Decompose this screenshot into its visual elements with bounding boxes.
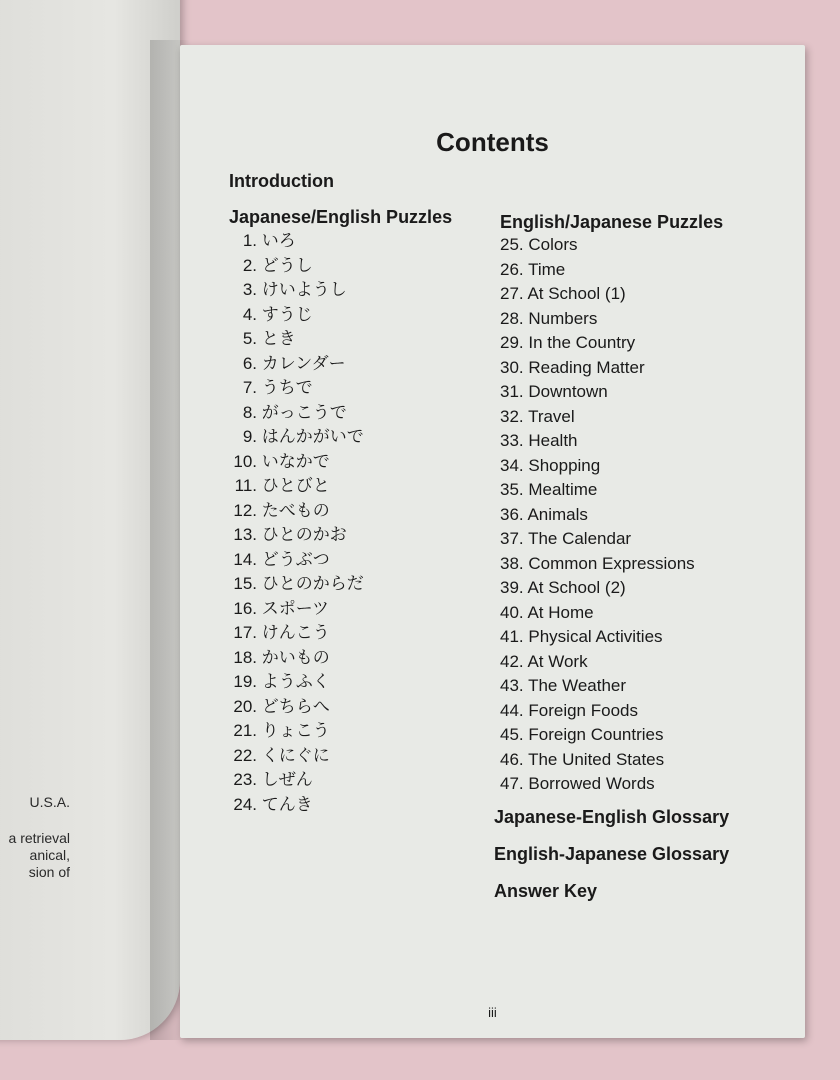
entry-title: Borrowed Words xyxy=(528,774,655,793)
toc-entry xyxy=(220,572,364,597)
entry-title: りょこう xyxy=(261,721,330,740)
entry-title: Mealtime xyxy=(528,480,598,499)
toc-entry xyxy=(500,625,695,650)
entry-title: ひとのからだ xyxy=(261,574,364,593)
left-page-text-fragment: U.S.A. xyxy=(29,794,70,810)
toc-entry xyxy=(500,601,695,626)
toc-entry xyxy=(220,376,364,401)
toc-entry xyxy=(500,405,695,430)
entry-number: 32. xyxy=(500,406,524,426)
entry-number: 17. xyxy=(233,623,257,642)
entry-number: 30. xyxy=(500,357,524,377)
entry-title: どうぶつ xyxy=(261,549,330,569)
entry-number: 24. xyxy=(233,794,257,814)
toc-entry xyxy=(500,748,695,773)
entry-number: 20. xyxy=(233,696,257,716)
entry-number: 31. xyxy=(500,382,524,401)
toc-entry xyxy=(500,674,695,699)
toc-entry xyxy=(500,552,695,577)
entry-number: 12. xyxy=(233,500,257,520)
toc-entry xyxy=(220,278,364,303)
entry-number: 2. xyxy=(242,255,257,275)
toc-entry xyxy=(220,744,364,769)
entry-number: 43. xyxy=(500,676,524,695)
toc-entry xyxy=(220,303,364,328)
toc-entry xyxy=(500,233,695,258)
entry-title: The United States xyxy=(528,749,665,769)
entry-number: 26. xyxy=(500,259,524,279)
entry-title: がっこうで xyxy=(261,402,347,422)
toc-entry xyxy=(220,621,364,646)
entry-title: Colors xyxy=(528,235,578,254)
entry-number: 36. xyxy=(500,504,524,524)
entry-title: たべもの xyxy=(261,500,330,520)
entry-number: 18. xyxy=(233,647,257,667)
toc-entry xyxy=(500,723,695,748)
entry-number: 14. xyxy=(233,549,257,569)
left-page-text-fragment: a retrieval xyxy=(8,830,70,846)
toc-entry xyxy=(220,425,364,450)
entry-title: In the Country xyxy=(528,333,636,352)
entry-title: けんこう xyxy=(261,623,330,642)
toc-entry xyxy=(500,429,695,454)
toc-entry xyxy=(220,450,364,475)
entry-number: 7. xyxy=(242,378,257,397)
entry-number: 42. xyxy=(500,651,524,671)
entry-number: 29. xyxy=(500,333,524,352)
entry-title: Travel xyxy=(528,406,575,426)
entry-number: 47. xyxy=(500,774,524,793)
toc-entry xyxy=(500,576,695,601)
entry-title: くにぐに xyxy=(261,745,330,765)
entry-title: しぜん xyxy=(261,770,313,789)
entry-title: すうじ xyxy=(261,304,313,324)
japanese-english-heading: Japanese/English Puzzles xyxy=(229,207,453,227)
toc-entry xyxy=(220,670,364,695)
entry-number: 19. xyxy=(233,672,257,691)
entry-title: At Work xyxy=(527,651,588,671)
toc-entry xyxy=(500,356,695,381)
toc-entry xyxy=(500,454,695,479)
entry-title: ひとのかお xyxy=(261,525,347,544)
entry-title: Common Expressions xyxy=(528,553,695,573)
entry-title: The Weather xyxy=(528,676,627,695)
entry-number: 9. xyxy=(242,427,257,446)
entry-title: カレンダー xyxy=(261,353,346,373)
toc-entry xyxy=(500,503,695,528)
entry-title: いろ xyxy=(261,231,296,250)
contents-page xyxy=(180,45,805,1038)
entry-number: 4. xyxy=(242,304,257,324)
toc-entry xyxy=(220,548,364,573)
toc-entry xyxy=(220,254,364,279)
entry-number: 10. xyxy=(233,451,257,471)
toc-entry xyxy=(500,258,695,283)
entry-number: 28. xyxy=(500,308,524,328)
entry-number: 41. xyxy=(500,627,524,646)
toc-entry xyxy=(220,695,364,720)
entry-title: Physical Activities xyxy=(528,627,663,646)
entry-title: At School (2) xyxy=(527,578,626,597)
entry-title: Foreign Foods xyxy=(528,700,638,720)
introduction-entry: Introduction xyxy=(229,171,334,191)
japanese-english-list xyxy=(220,229,364,817)
toc-entry xyxy=(220,474,364,499)
entry-number: 37. xyxy=(500,529,524,548)
toc-entry xyxy=(500,527,695,552)
entry-title: Numbers xyxy=(528,308,598,328)
left-page-text-fragment: anical, xyxy=(29,847,70,863)
english-japanese-heading: English/Japanese Puzzles xyxy=(500,212,724,232)
answer-key-entry: Answer Key xyxy=(494,881,598,901)
entry-number: 25. xyxy=(500,235,524,254)
toc-entry xyxy=(220,352,364,377)
entry-number: 23. xyxy=(233,770,257,789)
entry-title: At Home xyxy=(527,602,594,622)
entry-title: どちらへ xyxy=(261,696,330,716)
entry-number: 16. xyxy=(233,598,257,618)
toc-entry xyxy=(500,478,695,503)
toc-entry xyxy=(220,768,364,793)
entry-title: At School (1) xyxy=(527,284,626,303)
entry-number: 8. xyxy=(242,402,257,422)
toc-entry xyxy=(220,327,364,352)
entry-number: 21. xyxy=(233,721,257,740)
toc-entry xyxy=(500,380,695,405)
left-page-text-fragment: sion of xyxy=(28,864,70,880)
entry-number: 11. xyxy=(234,476,257,495)
toc-entry xyxy=(500,772,695,797)
entry-title: とき xyxy=(261,329,296,348)
entry-title: Time xyxy=(528,259,566,279)
toc-entry xyxy=(500,307,695,332)
entry-number: 40. xyxy=(500,602,524,622)
entry-title: いなかで xyxy=(261,451,330,471)
entry-number: 45. xyxy=(500,725,524,744)
entry-number: 15. xyxy=(233,574,257,593)
entry-number: 34. xyxy=(500,455,524,475)
entry-title: どうし xyxy=(261,255,313,275)
entry-title: Shopping xyxy=(528,455,601,475)
toc-entry xyxy=(220,523,364,548)
entry-number: 5. xyxy=(242,329,257,348)
entry-number: 1. xyxy=(242,231,257,250)
entry-number: 38. xyxy=(500,553,524,573)
entry-number: 27. xyxy=(500,284,524,303)
entry-title: はんかがいで xyxy=(261,427,364,446)
entry-title: The Calendar xyxy=(528,529,632,548)
entry-number: 33. xyxy=(500,431,524,450)
page-number: iii xyxy=(488,1005,497,1020)
toc-entry xyxy=(500,331,695,356)
toc-entry xyxy=(220,793,364,818)
entry-number: 6. xyxy=(242,353,257,373)
toc-entry xyxy=(500,650,695,675)
entry-number: 3. xyxy=(242,280,257,299)
toc-entry xyxy=(220,597,364,622)
entry-title: かいもの xyxy=(261,647,330,667)
entry-title: スポーツ xyxy=(261,598,330,618)
entry-title: Downtown xyxy=(528,382,608,401)
entry-title: Reading Matter xyxy=(528,357,645,377)
entry-number: 22. xyxy=(233,745,257,765)
entry-number: 35. xyxy=(500,480,524,499)
entry-title: うちで xyxy=(261,378,313,397)
japanese-english-glossary-entry: Japanese-English Glossary xyxy=(494,807,730,827)
page-title: Contents xyxy=(436,127,549,157)
entry-title: ひとびと xyxy=(261,476,330,495)
toc-entry xyxy=(500,282,695,307)
toc-entry xyxy=(220,499,364,524)
entry-title: Health xyxy=(528,431,578,450)
toc-entry xyxy=(220,646,364,671)
entry-title: ようふく xyxy=(261,672,330,691)
english-japanese-glossary-entry: English-Japanese Glossary xyxy=(494,844,730,864)
toc-entry xyxy=(220,229,364,254)
entry-number: 44. xyxy=(500,700,524,720)
entry-title: てんき xyxy=(261,794,313,814)
entry-number: 13. xyxy=(233,525,257,544)
toc-entry xyxy=(220,719,364,744)
entry-number: 39. xyxy=(500,578,524,597)
entry-title: Foreign Countries xyxy=(528,725,664,744)
entry-title: けいようし xyxy=(261,280,347,299)
english-japanese-list xyxy=(500,233,695,797)
toc-entry xyxy=(220,401,364,426)
entry-number: 46. xyxy=(500,749,524,769)
toc-entry xyxy=(500,699,695,724)
entry-title: Animals xyxy=(527,504,588,524)
